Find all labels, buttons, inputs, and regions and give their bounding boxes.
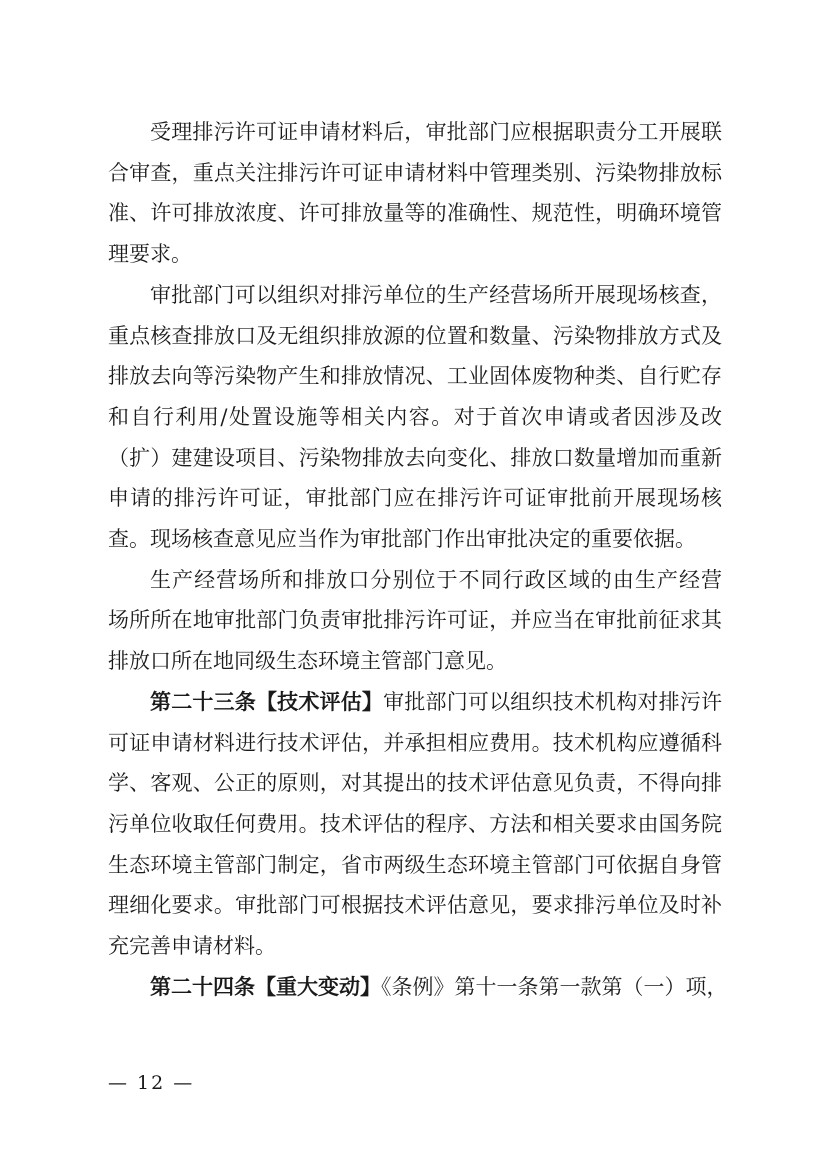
text-line: 重点核查排放口及无组织排放源的位置和数量、污染物排放方式及 [108, 323, 722, 348]
article-text: 《条例》第十一条第一款第（一）项， [381, 974, 728, 999]
text-line: 充完善申请材料。 [108, 934, 276, 959]
text-line: 场所所在地审批部门负责审批排污许可证，并应当在审批前征求其 [108, 608, 722, 633]
text-line: （扩）建建设项目、污染物排放去向变化、排放口数量增加而重新 [108, 445, 722, 470]
text-line: 合审查，重点关注排污许可证申请材料中管理类别、污染物排放标 [108, 160, 722, 185]
text-line: 查。现场核查意见应当作为审批部门作出审批决定的重要依据。 [108, 527, 696, 552]
text-line: 可证申请材料进行技术评估，并承担相应费用。技术机构应遵循科 [108, 730, 722, 755]
text-line: 准、许可排放浓度、许可排放量等的准确性、规范性，明确环境管 [108, 201, 722, 226]
page-number: — 12 — [108, 1072, 195, 1094]
text-line: 污单位收取任何费用。技术评估的程序、方法和相关要求由国务院 [108, 811, 722, 836]
document-body [108, 112, 728, 1007]
article-heading: 第二十四条【重大变动】 [150, 973, 381, 999]
text-line: 受理排污许可证申请材料后，审批部门应根据职责分工开展联 [150, 120, 722, 144]
text-line: 排放口所在地同级生态环境主管部门意见。 [108, 649, 507, 674]
article-24 [108, 967, 728, 1008]
text-line [108, 682, 722, 723]
text-line: 学、客观、公正的原则，对其提出的技术评估意见负责，不得向排 [108, 771, 722, 796]
text-line: 和自行利用/处置设施等相关内容。对于首次申请或者因涉及改 [108, 404, 722, 429]
text-line: 生产经营场所和排放口分别位于不同行政区域的由生产经营 [150, 567, 722, 592]
text-line [108, 967, 728, 1008]
text-line: 排放去向等污染物产生和排放情况、工业固体废物种类、自行贮存 [108, 364, 722, 389]
article-heading: 第二十三条【技术评估】 [150, 688, 384, 714]
text-line: 申请的排污许可证，审批部门应在排污许可证审批前开展现场核 [108, 486, 722, 511]
text-line: 审批部门可以组织对排污单位的生产经营场所开展现场核查， [150, 282, 722, 307]
paragraph-2 [108, 275, 722, 560]
article-23 [108, 682, 722, 967]
text-line: 理要求。 [108, 242, 192, 267]
paragraph-3 [108, 560, 722, 682]
text-line: 生态环境主管部门制定，省市两级生态环境主管部门可依据自身管 [108, 852, 722, 877]
paragraph-1 [108, 112, 722, 275]
text-line: 理细化要求。审批部门可根据技术评估意见，要求排污单位及时补 [108, 893, 722, 918]
article-text: 审批部门可以组织技术机构对排污许 [383, 689, 723, 714]
